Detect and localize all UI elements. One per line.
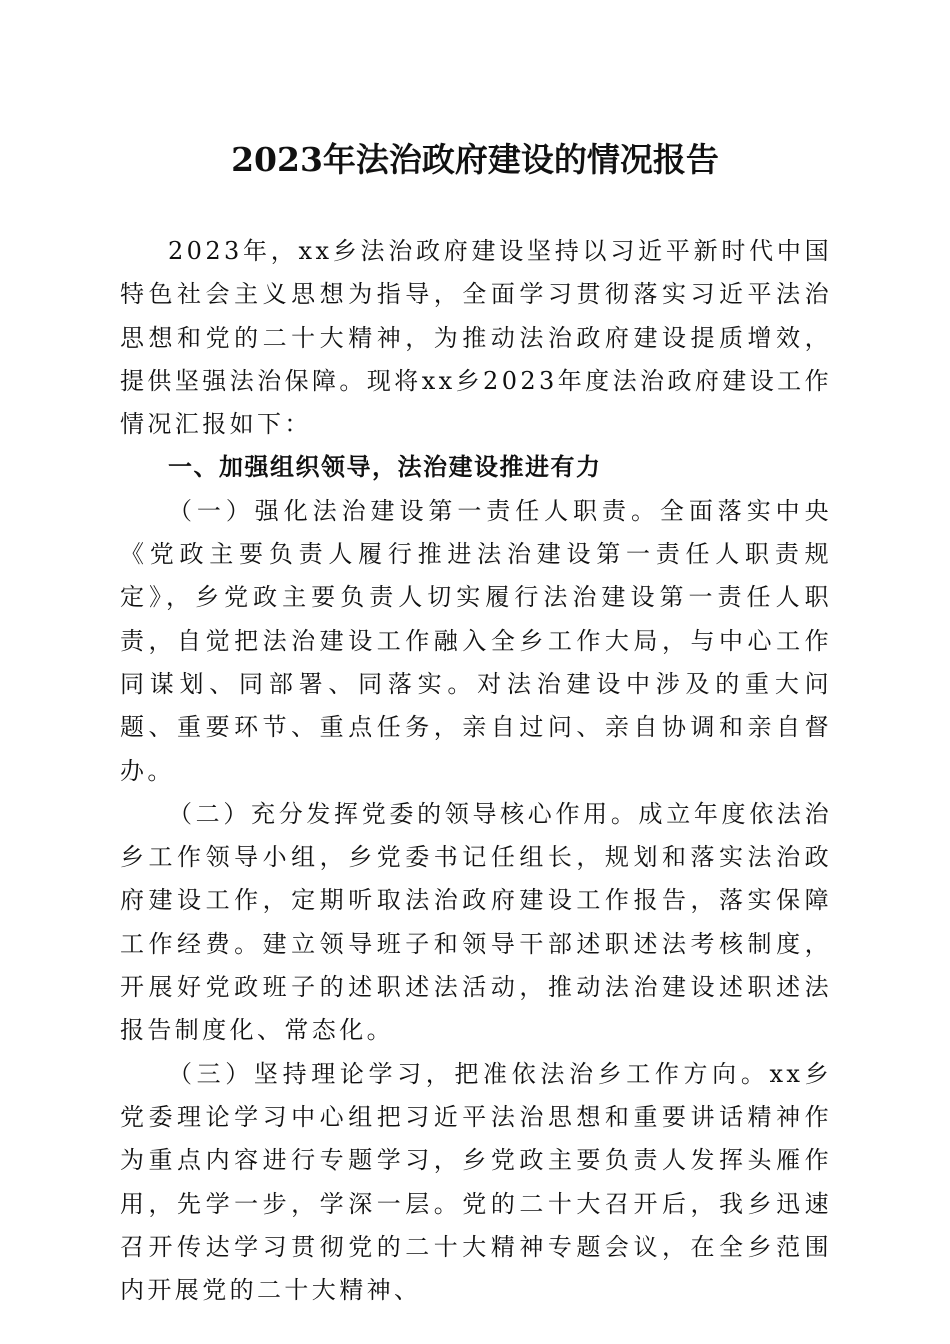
subsection-lead: （一）强化法治建设第一责任人职责。 — [168, 496, 660, 525]
subsection-text: xx乡党委理论学习中心组把习近平法治思想和重要讲话精神作为重点内容进行专题学习，乡党政主要负责人发挥头雁作用，先学一步，学深一层。党的二十大召开后，我乡迅速召开传达学习贯彻党的二十大精神专题会议，在全乡范围内开展党的二十大精神、 — [120, 1059, 832, 1305]
document-body — [120, 230, 832, 1312]
subsection-text: 全面落实中央《党政主要负责人履行推进法治建设第一责任人职责规定》，乡党政主要负责人切实履行法治建设第一责任人职责，自觉把法治建设工作融入全乡工作大局，与中心工作同谋划、同部署、同落实。对法治建设中涉及的重大问题、重要环节、重点任务，亲自过问、亲自协调和亲自督办。 — [120, 496, 832, 785]
subsection-text: 成立年度依法治乡工作领导小组，乡党委书记任组长，规划和落实法治政府建设工作，定期听取法治政府建设工作报告，落实保障工作经费。建立领导班子和领导干部述职述法考核制度，开展好党政班子的述职述法活动，推动法治建设述职述法报告制度化、常态化。 — [120, 799, 832, 1045]
subsection-paragraph-3 — [120, 1053, 832, 1313]
subsection-lead: （三）坚持理论学习，把准依法治乡工作方向。 — [168, 1059, 770, 1088]
subsection-paragraph-2 — [120, 793, 832, 1053]
document-title: 2023年法治政府建设的情况报告 — [231, 140, 719, 179]
intro-paragraph: 2023年，xx乡法治政府建设坚持以习近平新时代中国特色社会主义思想为指导，全面学习贯彻落实习近平法治思想和党的二十大精神，为推动法治政府建设提质增效，提供坚强法治保障。现将xx乡2023年度法治政府建设工作情况汇报如下： — [120, 237, 832, 439]
section-heading: 一、加强组织领导，法治建设推进有力 — [168, 453, 602, 482]
subsection-paragraph-1 — [120, 490, 832, 793]
subsection-lead: （二）充分发挥党委的领导核心作用。 — [168, 799, 639, 828]
